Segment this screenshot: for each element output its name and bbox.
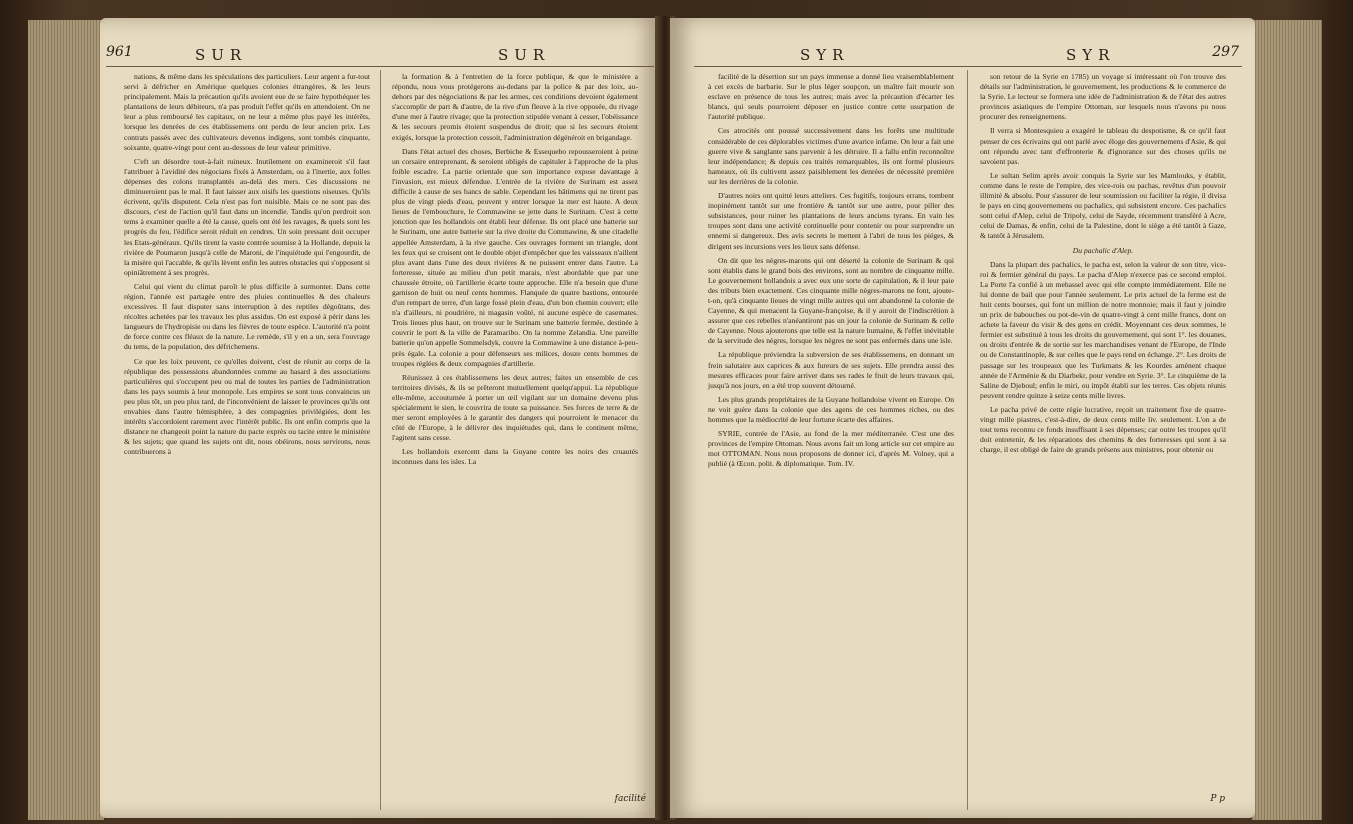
left-page-number: 961 <box>106 44 133 60</box>
section-subheading: Du pachalic d'Alep. <box>1072 245 1134 255</box>
paragraph: Le sultan Selim après avoir conquis la Syrie sur les Mamlouks, y établit, comme dans le reste de l'empire, des vice-rois ou pachas, revêtus d'un pouvoir illimité & absolu. Pour s'assurer de leur soumission ou faciliter la régie, il divisa le pays en cinq gouvernemens ou pachalics, qui subsistent encore. Ces pachalics sont celui d'Alep, celui de Tripoly, celui de Sayde, récemment transféré à Acre, celui de Damas, & enfin, celui de la Palestine, dont le siège a été tantôt à Gaze, & tantôt à Jérusalem. <box>980 170 1226 241</box>
left-running-head-1: SUR <box>195 46 248 64</box>
right-page <box>670 18 1255 818</box>
right-column-1 <box>708 72 954 473</box>
paragraph: Les hollandois exercent dans la Guyane contre les noirs des cruautés inconnues dans les isles. La <box>392 447 638 467</box>
right-column-2 <box>980 72 1226 459</box>
left-catchword: facilité <box>614 794 646 804</box>
paragraph: son retour de la Syrie en 1785) un voyage si intéressant où l'on trouve des détails sur l'administration, le gouvernement, les productions & le commerce de la Syrie. Le lecteur se formera une idée de l'administration & de l'état des autres provinces asiatiques de l'empire Ottoman, sur lesquels nous n'avons pu nous procurer des renseignemens. <box>980 72 1226 122</box>
paragraph: On dit que les nègres-marons qui ont déserté la colonie de Surinam & qui sont établis dans le grand bois des environs, sont au nombre de cinquante mille. Le gouvernement hollandois a avec eux une sorte de capitulation, & il leur paie des tributs bien exactement. Ces cinquante mille nègres-marons ne font, ajoute-t-on, qu'à cinquante lieues de vingt mille autres qui ont abandonné la colonie de Cayenne, & qui menacent la Guyane-françoise, & il y auroit de l'indiscrétion à assurer que ces rebelles n'anéantiront pas un jour la colonie de Surinam & celle de Cayenne. Nous ajouterons que telle est la nature humaine, & l'effet inévitable de la servitude des nègres, lorsque les nègres ne sont pas enfermés dans une isle. <box>708 255 954 346</box>
right-column-divider <box>967 70 968 810</box>
paragraph: facilité de la désertion sur un pays immense a donné lieu vraisemblablement à cet excès de barbarie. Sur le plus léger soupçon, un maître fait mourir son esclave en présence de tous les autres; mais avec la précaution d'écarter les blancs, qui seuls pourroient déposer en justice contre cette usurpation de l'autorité publique. <box>708 72 954 122</box>
page-edges-right <box>1252 20 1322 820</box>
left-column-2 <box>392 72 638 472</box>
right-running-head-2: SYR <box>1066 46 1116 64</box>
left-column-1 <box>124 72 370 461</box>
paragraph: Le pacha privé de cette régie lucrative, reçoit un traitement fixe de quatre-vingt mille piastres, c'est-à-dire, de deux cents mille liv. seulement. L'on a de tout tems reconnu ce fonds insuffisant à ses dépenses; car outre les troupes qu'il doit entretenir, & les réparations des chemins & des forteresses qui sont à sa charge, il est obligé de faire de grands présens aux ministres, pour obtenir ou <box>980 404 1226 455</box>
right-header-rule <box>694 66 1242 67</box>
paragraph: Il verra si Montesquieu a exagéré le tableau du despotisme, & ce qu'il faut penser de ces écrivains qui ont parlé avec éloge des gouvernemens d'Asie, & qui ont répondu avec tant d'effronterie & d'ignorance sur des choses qu'ils ne savoient pas. <box>980 126 1226 166</box>
paragraph: nations, & même dans les spéculations des particuliers. Leur argent a fur-tout servi à défricher en Amérique quelques colonies étrangères, & les leurs principalement. Mais la précaution qu'ils avoient eue de se faire hypothéquer les plantations de leurs débiteurs, n'a pas produit l'effet qu'ils en attendoient. On ne leur a plus remboursé les capitaux, on ne leur a même plus payé les intérêts, lorsque les denrées de ces établissemens ont perdu de leur ancien prix. Les contrats passés avec des cultivateurs devenus indigens, sont tombés cinquante, soixante, quatre-vingt pour cent au-dessous de leur valeur primitive. <box>124 72 370 152</box>
paragraph: Celui qui vient du climat paroît le plus difficile à surmonter. Dans cette région, l'année est partagée entre des pluies continuelles & des chaleurs excessives. Il faut disputer sans interruption à des reptiles dégoûtans, des récoltes achetées par les travaux les plus assidus. On est exposé à périr dans les langueurs de l'hydropisie ou dans les fièvres de toute espèce. L'autorité n'a point de force contre ces fléaux de la nature. Le remède, s'il y en a un, sera l'ouvrage du tems, de la population, des défrichemens. <box>124 281 370 352</box>
paragraph: Dans l'état actuel des choses, Berbiche & Essequebo repousseroient à peine un corsaire entreprenant, & seroient obligés de capituler à l'approche de la plus foible escadre. La partie orientale que son importance expose davantage à l'invasion, est mieux défendue. L'entrée de la rivière de Surinam est assez difficile à cause de ses bancs de sable. Cependant les bâtimens qui ne tirent pas plus de vingt pieds d'eau, peuvent y entrer lorsque la mer est haute. A deux lieues de l'embouchure, le Commawine se jette dans le Surinam. C'est à cette jonction que les hollandois ont établi leur défense. Ils ont placé une batterie sur le Surinam, une autre batterie sur la rive droite du Commawine, & une citadelle appellée Amsterdam, à la rive gauche. Ces ouvrages forment un triangle, dont les feux qui se croisent ont le double objet d'empêcher que les vaisseaux n'aillent plus avant dans l'une des deux rivières & ne puissent entrer dans l'autre. La forteresse, située au milieu d'un petit marais, n'est abordable que par une chaussée étroite, où l'artillerie écarte toute approche. Elle n'a besoin que d'une garnison de huit ou neuf cents hommes. Flanquée de quatre bastions, entourée d'un rempart de terre, d'un large fossé plein d'eau, d'un bon chemin couvert; elle n'a d'ailleurs, ni poudrière, ni magasin voûté, ni aucune espèce de casemates. Trois lieues plus haut, on trouve sur le Surinam une batterie fermée, destinée à couvrir le port & la ville de Paramaribo. On la nomme Zelandia. Une pareille batterie qu'on appelle Sommelsdyk, couvre la Commawine à une distance à-peu-près égale. La colonie a pour défenseurs ses milices, douze cents hommes de troupes réglées & deux compagnies d'artillerie. <box>392 146 638 368</box>
page-edges-left <box>28 20 104 820</box>
right-signature-mark: P p <box>1210 794 1225 804</box>
left-column-divider <box>380 70 381 810</box>
paragraph: La république préviendra la subversion de ses établissemens, en donnant un frein salutaire aux caprices & aux fureurs de ses sujets. Elle prendra aussi des mesures efficaces pour faire arriver dans ses rades le fruit de leurs travaux qui, jusqu'à nos jours, en a été trop souvent détourné. <box>708 350 954 390</box>
paragraph: Les plus grands propriétaires de la Guyane hollandoise vivent en Europe. On ne voit guère dans la colonie que des agens de ces hommes riches, ou des hommes que la médiocrité de leur fortune écarte des affaires. <box>708 394 954 424</box>
paragraph: Ce que les loix peuvent, ce qu'elles doivent, c'est de réunir au corps de la république des possessions abandonnées comme au hasard à des associations particulières qui s'occupent peu ou mal de toutes les parties de l'administration dans les pays soumis à leur monopole. Les empires se sont tous convaincus un peu plus tôt, un peu plus tard, de l'inconvénient de laisser le provinces qu'ils ont envahies dans l'autre hémisphère, à des compagnies privilégiées, dont les intérêts s'accordoient rarement avec l'intérêt public. Ils ont enfin compris que la distance ne changeoit point la nature du pacte exprès ou tacite entre le ministère & les sujets; que quand les sujets ont dit, nous obéirons, nous servirons, nous contribuerons à <box>124 356 370 457</box>
paragraph: la formation & à l'entretien de la force publique, & que le ministère a répondu, nous vous protégerons au-dedans par la police & par des loix, au-dehors par des négociations & par les armes, ces conditions devoient également s'accomplir de part & d'autre, de la rive d'un fleuve à la rive opposée, du rivage d'une mer à l'autre rivage; que la protection stipulée venant à cesser, l'obéissance & les secours promis étoient suspendus de droit; que si les secours étoient exigés, lorsque la protection cessoit, l'administration dégénéroit en brigandage. <box>392 72 638 142</box>
paragraph: Ces atrocités ont poussé successivement dans les forêts une multitude considérable de ces déplorables victimes d'une avarice infame. On leur a fait une guerre vive & sanglante sans parvenir à les détruire. Il a fallu enfin reconnoître leur indépendance; & depuis ces traités remarquables, ils ont formé plusieurs hameaux, où ils cultivent assez paisiblement les denrées de nécessité première sur les derrières de la colonie. <box>708 126 954 186</box>
left-header-rule <box>106 66 654 67</box>
right-running-head-1: SYR <box>800 46 850 64</box>
paragraph: Dans la plupart des pachalics, le pacha est, selon la valeur de son titre, vice-roi & fermier général du pays. Le pacha d'Alep n'exerce pas ce second emploi. La Porte l'a confié à un mehassel avec qui elle compte immédiatement. Elle ne lui donne de bail que pour l'année seulement. Le prix actuel de la ferme est de huit cents bourses, qui font un million de notre monnoie; mais il faut y joindre un prix de babouches ou pot-de-vin de quatre-vingt à cent mille francs, dont on achete la faveur du visir & des gens en crédit. Moyennant ces deux sommes, le fermier est substitué à tous les droits du gouvernement, qui sont 1°. les douanes, ou droits d'entrée & de sortie sur les marchandises venant de l'Europe, de l'Inde ou de Constantinople, & sur celles que le pays rend en échange. 2°. Les droits de passage sur les troupeaux que les Turkmans & les Kourdes amènent chaque année de l'Arménie & du Diarbekr, pour vendre en Syrie. 3°. Le cinquième de la Saline de Djeboul; enfin le miri, ou impôt établi sur les terres. Ces objets réunis peuvent rendre quinze à seize cents mille livres. <box>980 259 1226 400</box>
paragraph: Réunissez à ces établissemens les deux autres; faites un ensemble de ces territoires divisés, & ils se prêteront mutuellement quelqu'appui. La république elle-même, accoutumée à porter un œil vigilant sur un domaine devenu plus spécialement le sien, le couvrira de toute sa puissance. Ses forces de terre & de mer seront employées à le garantir des dangers qui pourroient le menacer du côté de l'Europe, à le délivrer des inquiétudes qui, dans le continent même, l'agitent sans cesse. <box>392 372 638 443</box>
left-page <box>100 18 660 818</box>
left-running-head-2: SUR <box>498 46 551 64</box>
paragraph: SYRIE, contrée de l'Asie, au fond de la mer méditerranée. C'est une des provinces de l'empire Ottoman. Nous avons fait un long article sur cet empire au mot OTTOMAN. Nous nous proposons de donner ici, d'après M. Volney, qui a publié (à Œcon. polit. & diplomatique. Tom. IV. <box>708 429 954 469</box>
paragraph: C'eft un désordre tout-à-fait ruineux. Inutilement on examineroit s'il faut l'attribuer à l'avidité des négocians fixés à Amsterdam, ou à l'inertie, aux folles dépenses des colons transplantés au-delà des mers. Ces discussions ne diminueroient pas le mal. Il faut laisser aux oisifs les questions oiseuses. Qu'ils écrivent, qu'ils disputent. Cela n'est pas fort nuisible. Mais ce ne sont pas des discours, c'est de l'action qu'il faut dans un incendie. Tandis qu'on perdroit son tems à examiner quelle a été la cause, quels ont été les ravages, & quels sont les progrès du feu, l'édifice seroit réduit en cendres. Un soin pressant doit occuper les Etats-généraux. Qu'ils tirent la vaste contrée soumise à la Hollande, depuis la rivière de Poumaron jusqu'à celle de Maroni, de l'inquiétude qui l'engourdit, de la misère qui l'accable, & qu'ils lèvent enfin les autres obstacles qui s'opposent si opiniâtrement à ses progrès. <box>124 156 370 277</box>
paragraph: D'autres noirs ont quitté leurs atteliers. Ces fugitifs, toujours errans, tombent inopinément tantôt sur une frontière & tantôt sur une autre, pour piller des subsistances, pour ruiner les plantations de leurs anciens tyrans. En vain les troupes sont dans une activité continuelle pour contenir ou pour surprendre un ennemi si dangereux. Des avis secrets le mettent à l'abri de tous les piéges, & dirigent ses incursions vers les lieux sans défense. <box>708 191 954 251</box>
right-page-number: 297 <box>1212 44 1239 60</box>
